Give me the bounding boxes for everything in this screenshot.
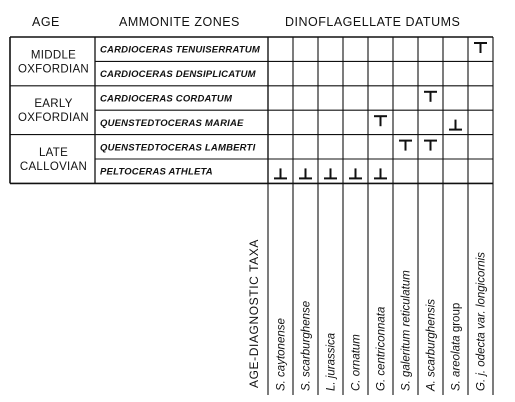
taxon-name: L. jurassica: [325, 332, 338, 391]
age-label-line2: OXFORDIAN: [17, 63, 90, 76]
datum-base-marker: [324, 168, 337, 178]
age-column: [18, 49, 89, 173]
taxon-name: S. scarburghense: [300, 300, 313, 391]
ammonite-zone-label: CARDIOCERAS CORDATUM: [100, 93, 233, 105]
datum-top-marker: [424, 141, 437, 151]
taxon-name: C. ornatum: [350, 334, 363, 391]
datum-top-marker: [374, 116, 387, 126]
taxon-name: A. scarburghensis: [425, 298, 438, 391]
datum-base-marker: [349, 168, 362, 178]
age-label-line2: OXFORDIAN: [17, 112, 90, 125]
datum-top-marker: [474, 43, 487, 53]
age-label-line1: MIDDLE: [30, 49, 77, 62]
taxon-label: [276, 318, 288, 391]
zone-column: [100, 45, 261, 178]
age-diagnostic-taxa-label: AGE-DIAGNOSTIC TAXA: [247, 239, 261, 388]
datum-base-marker: [374, 168, 387, 178]
taxon-qualifier: group: [450, 302, 463, 336]
datum-top-marker: [399, 141, 412, 151]
taxon-name: S. areolata: [450, 335, 463, 391]
taxon-label: [426, 299, 438, 392]
ammonite-zone-label: QUENSTEDTOCERAS LAMBERTI: [100, 142, 256, 154]
taxa-labels: [276, 252, 488, 392]
ammonite-zone-label: PELTOCERAS ATHLETA: [100, 166, 213, 178]
age-label-line1: EARLY: [34, 98, 73, 111]
taxon-label: [401, 270, 413, 391]
taxon-name: S. caytonense: [275, 318, 288, 391]
age-label-line1: LATE: [38, 147, 69, 159]
age-label-line2: CALLOVIAN: [19, 161, 88, 173]
age-header: AGE: [32, 15, 60, 29]
taxon-name: G. centriconnata: [375, 306, 388, 391]
taxon-label: [301, 301, 313, 391]
taxon-label: [476, 252, 488, 391]
ammonite-zones-header: AMMONITE ZONES: [119, 15, 240, 29]
datum-base-marker: [449, 120, 462, 130]
ammonite-zone-label: CARDIOCERAS TENUISERRATUM: [100, 44, 260, 56]
datum-base-marker: [299, 168, 312, 178]
taxon-label: [451, 303, 463, 391]
ammonite-zone-label: QUENSTEDTOCERAS MARIAE: [100, 117, 244, 129]
taxon-name: S. galeritum reticulatum: [400, 270, 413, 391]
ammonite-zone-label: CARDIOCERAS DENSIPLICATUM: [100, 69, 256, 81]
taxon-label: [326, 333, 338, 391]
dinoflagellate-datums-header: DINOFLAGELLATE DATUMS: [285, 15, 461, 29]
datum-base-marker: [274, 168, 287, 178]
taxon-name: G. j. odecta var. longicornis: [475, 252, 488, 391]
taxon-label: [351, 334, 363, 391]
taxon-label: [376, 307, 388, 391]
datum-top-marker: [424, 92, 437, 102]
